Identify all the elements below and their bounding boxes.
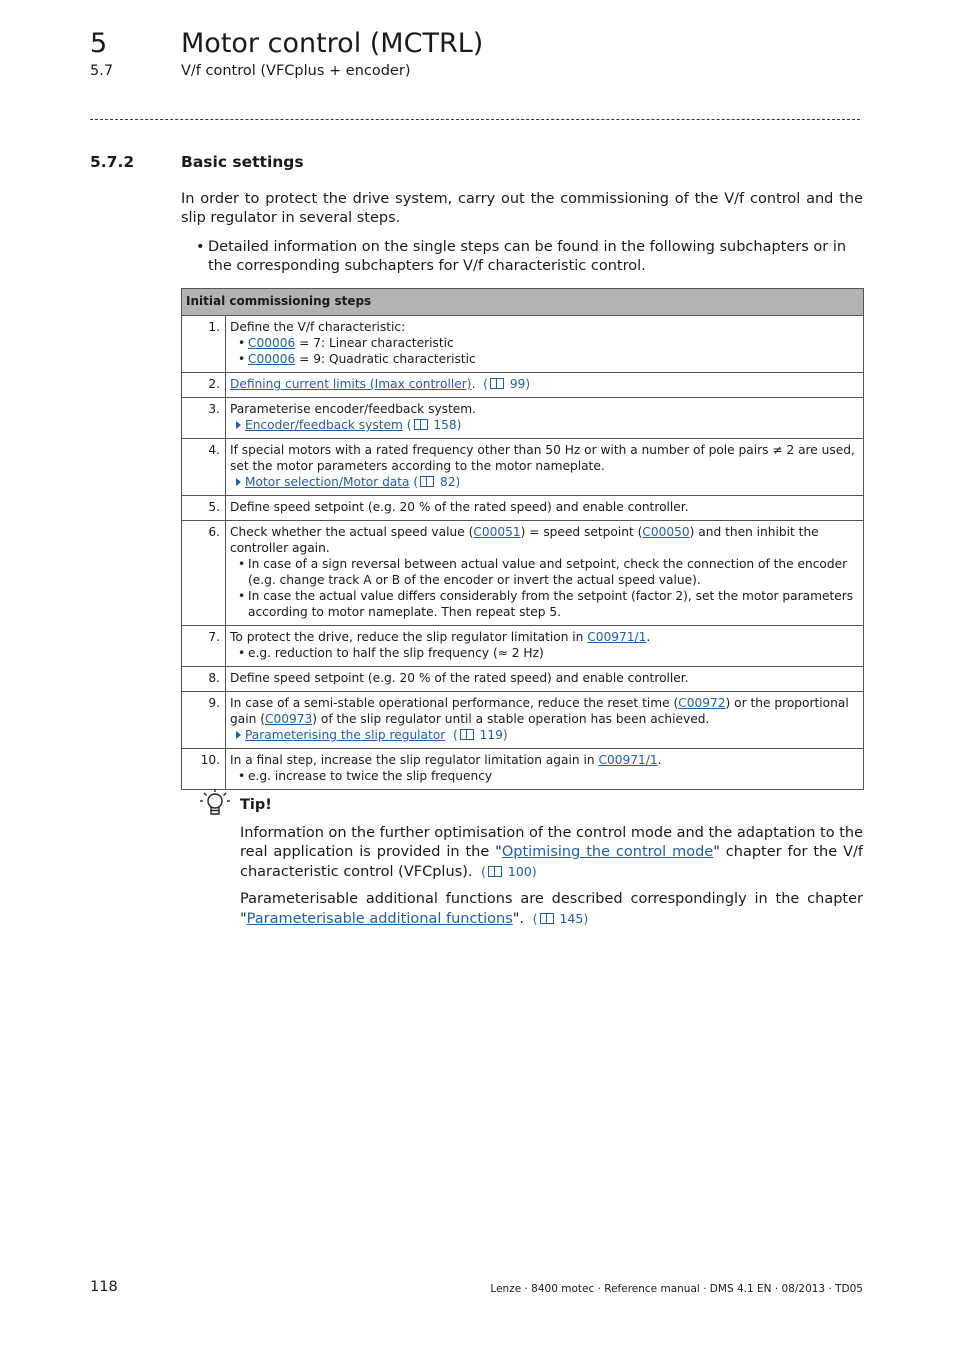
bullet-text: Detailed information on the single steps can be found in the following subchapters or in the corresponding subchapters for V/f characteristic control. [208,239,847,274]
list-item: • e.g. reduction to half the slip frequency (≈ 2 Hz) [238,646,544,660]
lightbulb-icon [198,787,232,821]
bullet-dot: • [196,239,205,255]
footer-text: Lenze · 8400 motec · Reference manual · DMS 4.1 EN · 08/2013 · TD05 [490,1283,863,1295]
arrow-right-icon [236,478,241,486]
step-number: 7. [182,626,226,667]
list-item-text: In case of a sign reversal between actual value and setpoint, check the connection of the encoder (e.g. change track A or B of the encoder or invert the actual speed value). [248,557,848,587]
step-number: 5. [182,496,226,521]
step-text: . [471,377,476,391]
table-header: Initial commissioning steps [182,289,864,316]
optimising-control-mode-link[interactable]: Optimising the control mode [501,844,714,860]
step-text: In a final step, increase the slip regulator limitation again in C00971/1. [230,753,662,767]
list-item-text: e.g. reduction to half the slip frequency (≈ 2 Hz) [248,646,544,660]
step-number: 9. [182,692,226,749]
step-number: 3. [182,398,226,439]
book-icon [414,419,428,430]
page-ref-number: 99) [509,377,531,391]
arrow-right-icon [236,731,241,739]
book-icon [488,866,502,877]
page-reference[interactable]: ( 100) [477,864,537,879]
book-icon [420,476,434,487]
table-row [182,316,864,373]
cross-reference[interactable]: Motor selection/Motor data ( 82) [230,474,859,490]
table-row [182,398,864,439]
step-number: 8. [182,667,226,692]
cross-reference[interactable]: Parameterising the slip regulator ( 119) [230,727,859,743]
step-text: Check whether the actual speed value (C00051) = speed setpoint (C00050) and then inhibit the controller again. [230,525,819,555]
slip-regulator-link[interactable]: Parameterising the slip regulator [245,728,446,742]
table-row [182,373,864,398]
param-link-c00973[interactable]: C00973 [264,712,313,726]
list-item-text: = 7: Linear characteristic [295,336,454,350]
step-text: Define speed setpoint (e.g. 20 % of the rated speed) and enable controller. [230,500,689,514]
subsection-number: 5.7.2 [90,153,135,171]
encoder-feedback-link[interactable]: Encoder/feedback system [245,418,403,432]
list-item: • e.g. increase to twice the slip frequency [238,769,493,783]
table-row [182,626,864,667]
page-reference[interactable]: ( 99) [479,377,531,391]
table-row [182,667,864,692]
step-body [226,667,864,692]
table-row [182,692,864,749]
list-item: • C00006 = 7: Linear characteristic [238,336,454,350]
page-number: 118 [90,1279,118,1295]
step-body [226,316,864,373]
list-item-text: e.g. increase to twice the slip frequency [248,769,493,783]
list-item: • In case the actual value differs considerably from the setpoint (factor 2), set the motor parameters according to motor nameplate. Then repeat step 5. [238,589,854,619]
param-link-c00971-1[interactable]: C00971/1 [587,630,647,644]
commissioning-steps-table [181,288,864,790]
section-number: 5.7 [90,63,114,79]
step-body [226,692,864,749]
param-link-c00971-1[interactable]: C00971/1 [598,753,658,767]
step-body [226,373,864,398]
cross-reference[interactable]: Encoder/feedback system ( 158) [230,417,859,433]
chapter-title: Motor control (MCTRL) [181,28,484,59]
list-item-text: = 9: Quadratic characteristic [295,352,476,366]
step-body [226,749,864,790]
tip-paragraph: Information on the further optimisation of the control mode and the adaptation to the real application is provided in the "Optimising the control mode" chapter for the V/f characteristic control (VFCplus). ( 100) [240,825,863,880]
step-body [226,521,864,626]
step-body [226,398,864,439]
intro-paragraph: In order to protect the drive system, carry out the commissioning of the V/f control and the slip regulator in several steps. [181,191,863,226]
step-text: If special motors with a rated frequency other than 50 Hz or with a number of pole pairs ≠ 2 are used, set the motor parameters according to the motor nameplate. [230,443,855,473]
table-row [182,749,864,790]
step-text: In case of a semi-stable operational performance, reduce the reset time (C00972) or the proportional gain (C00973) of the slip regulator until a stable operation has been achieved. [230,696,849,726]
table-header-row [182,289,864,316]
arrow-right-icon [236,421,241,429]
table-row [182,439,864,496]
current-limits-link[interactable]: Defining current limits (Imax controller) [230,377,472,391]
subsection-title: Basic settings [181,153,304,171]
param-link-c00006[interactable]: C00006 [248,336,296,350]
page-ref-number: 119) [479,728,508,742]
page-reference[interactable]: ( 145) [528,911,589,926]
step-body [226,496,864,521]
list-item-text: In case the actual value differs considerably from the setpoint (factor 2), set the motor parameters according to motor nameplate. Then repeat step 5. [248,589,854,619]
step-text: Parameterise encoder/feedback system. [230,402,477,416]
param-link-c00051[interactable]: C00051 [473,525,521,539]
book-icon [540,913,554,924]
step-text: Define the V/f characteristic: [230,320,406,334]
step-number: 2. [182,373,226,398]
page-ref-number: 158) [433,418,462,432]
list-item: • C00006 = 9: Quadratic characteristic [238,352,476,366]
page-ref-number: 82) [440,475,461,489]
step-number: 10. [182,749,226,790]
list-item: • In case of a sign reversal between actual value and setpoint, check the connection of the encoder (e.g. change track A or B of the encoder or invert the actual speed value). [238,557,848,587]
step-text: To protect the drive, reduce the slip regulator limitation in C00971/1. [230,630,651,644]
step-number: 1. [182,316,226,373]
table-row [182,496,864,521]
section-title: V/f control (VFCplus + encoder) [181,63,411,79]
tip-label: Tip! [240,797,272,813]
step-text: Define speed setpoint (e.g. 20 % of the rated speed) and enable controller. [230,671,689,685]
header-divider [90,119,860,120]
additional-functions-link[interactable]: Parameterisable additional functions [246,911,513,927]
step-body [226,439,864,496]
step-body [226,626,864,667]
tip-paragraph: Parameterisable additional functions are described correspondingly in the chapter "Parameterisable additional functions". ( 145) [240,891,863,927]
book-icon [460,729,474,740]
param-link-c00006[interactable]: C00006 [248,352,296,366]
motor-data-link[interactable]: Motor selection/Motor data [245,475,410,489]
page-ref-number: 145) [559,911,589,926]
page-ref-number: 100) [507,864,537,879]
chapter-number: 5 [90,28,108,59]
step-number: 4. [182,439,226,496]
table-row [182,521,864,626]
param-link-c00050[interactable]: C00050 [642,525,690,539]
step-number: 6. [182,521,226,626]
book-icon [490,378,504,389]
param-link-c00972[interactable]: C00972 [678,696,726,710]
